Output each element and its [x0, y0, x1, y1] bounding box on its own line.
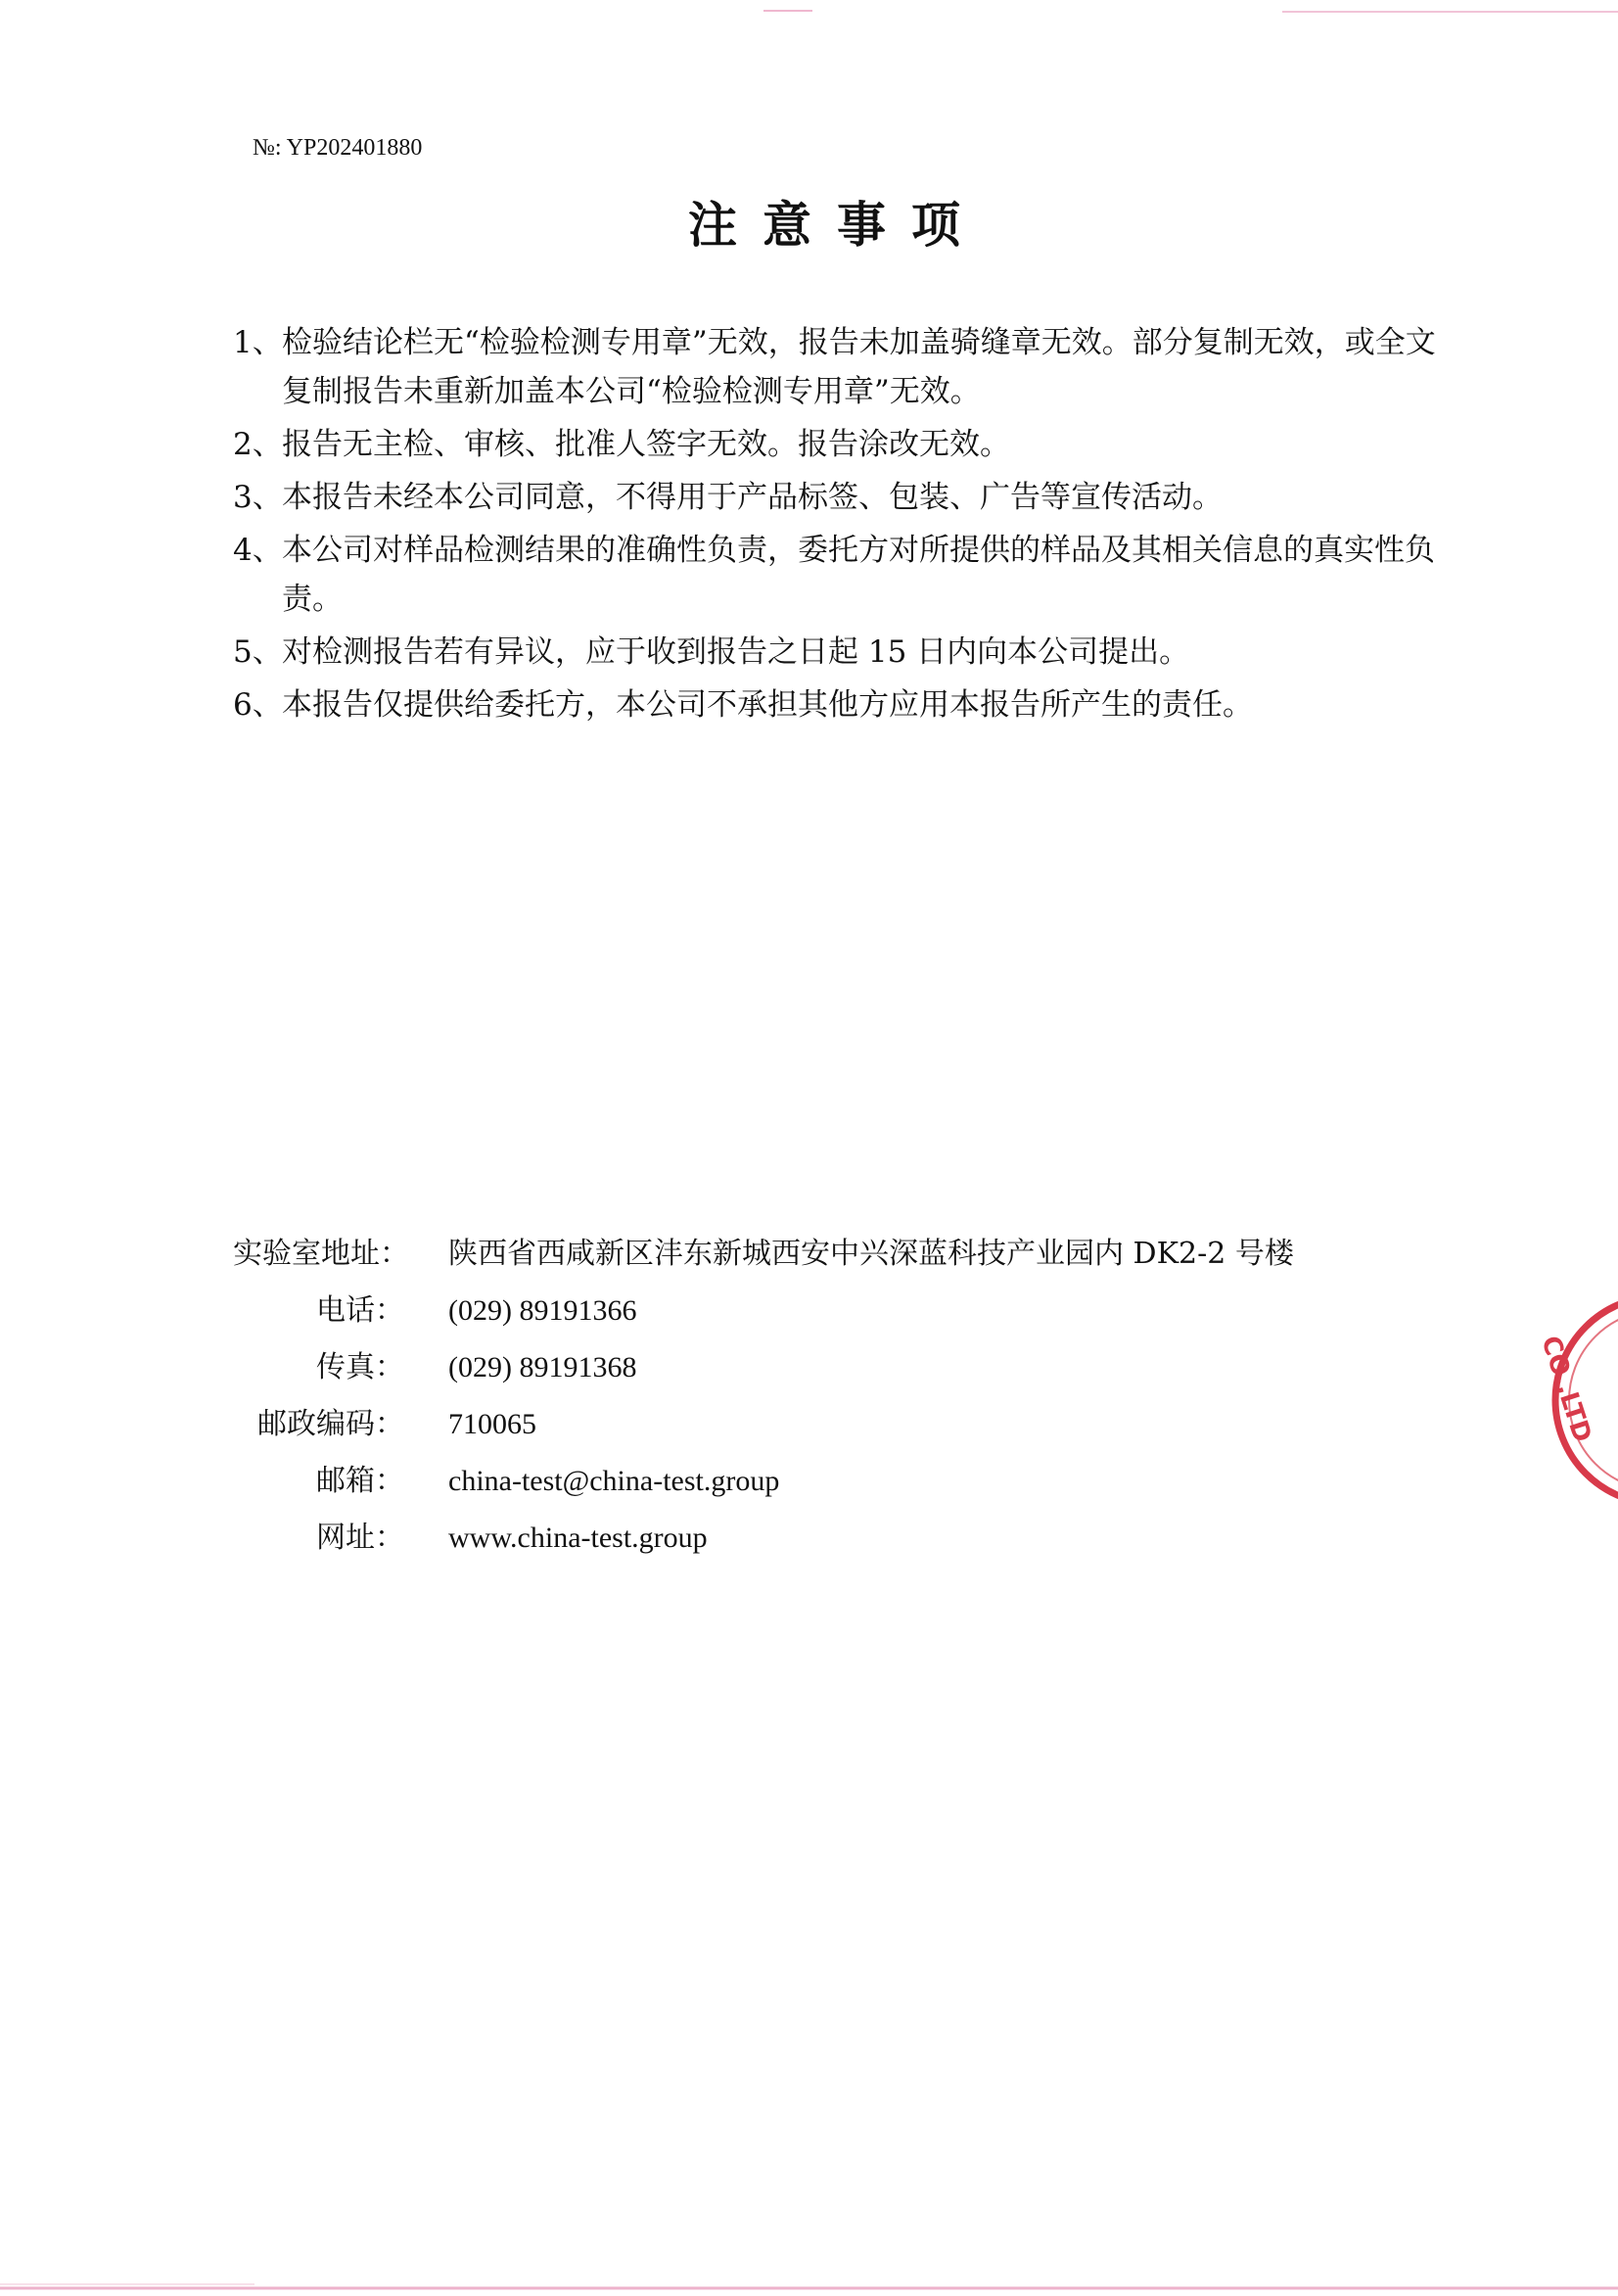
notice-number: 6、 — [233, 687, 283, 723]
notice-number: 1、 — [233, 325, 283, 360]
email-value[interactable]: china-test@china-test.group — [448, 1465, 780, 1497]
postcode-label: 邮政编码： — [257, 1407, 404, 1441]
notice-list — [233, 318, 1447, 733]
notice-number: 4、 — [233, 533, 283, 568]
phone-label: 电话： — [316, 1293, 404, 1328]
page-title: 注意事项 — [688, 196, 986, 254]
email-row — [233, 1456, 1294, 1513]
fax-row — [233, 1342, 1294, 1399]
top-edge-mark — [0, 0, 1618, 6]
postcode-row — [233, 1399, 1294, 1456]
website-label: 网址： — [316, 1521, 404, 1555]
svg-text:CO.,LTD: CO.,LTD — [1535, 1332, 1597, 1446]
fax-label: 传真： — [316, 1350, 404, 1384]
phone-row — [233, 1286, 1294, 1342]
notice-text: 本报告未经本公司同意，不得用于产品标签、包装、广告等宣传活动。 — [282, 480, 1223, 515]
email-label: 邮箱： — [316, 1464, 404, 1498]
contact-block — [233, 1229, 1294, 1570]
notice-number: 3、 — [233, 480, 283, 515]
notice-text: 检验结论栏无“检验检测专用章”无效，报告未加盖骑缝章无效。部分复制无效，或全文复制报告未重新加盖本公司“检验检测专用章”无效。 — [282, 325, 1436, 409]
website-value[interactable]: www.china-test.group — [448, 1522, 708, 1554]
address-value: 陕西省西咸新区沣东新城西安中兴深蓝科技产业园内 DK2-2 号楼 — [448, 1237, 1294, 1271]
notice-item — [233, 318, 1447, 416]
notice-text: 对检测报告若有异议，应于收到报告之日起 15 日内向本公司提出。 — [282, 634, 1190, 670]
notice-item — [233, 628, 1447, 677]
notice-number: 5、 — [233, 634, 283, 670]
website-row — [233, 1513, 1294, 1570]
fax-value: (029) 89191368 — [448, 1351, 637, 1383]
company-seal-stamp — [1512, 1283, 1618, 1518]
notice-text: 本公司对样品检测结果的准确性负责，委托方对所提供的样品及其相关信息的真实性负责。 — [282, 533, 1435, 617]
notice-item — [233, 526, 1447, 624]
notice-item — [233, 473, 1447, 522]
phone-value: (029) 89191366 — [448, 1294, 637, 1327]
notice-text: 报告无主检、审核、批准人签字无效。报告涂改无效。 — [282, 427, 1010, 462]
bottom-edge-mark — [0, 2277, 1618, 2289]
report-number: №: YP202401880 — [253, 135, 423, 161]
notice-text: 本报告仅提供给委托方，本公司不承担其他方应用本报告所产生的责任。 — [282, 687, 1253, 723]
notice-number: 2、 — [233, 427, 283, 462]
address-label: 实验室地址： — [233, 1237, 409, 1271]
notice-item — [233, 680, 1447, 729]
address-row — [233, 1229, 1294, 1286]
notice-item — [233, 420, 1447, 469]
postcode-value: 710065 — [448, 1408, 536, 1440]
